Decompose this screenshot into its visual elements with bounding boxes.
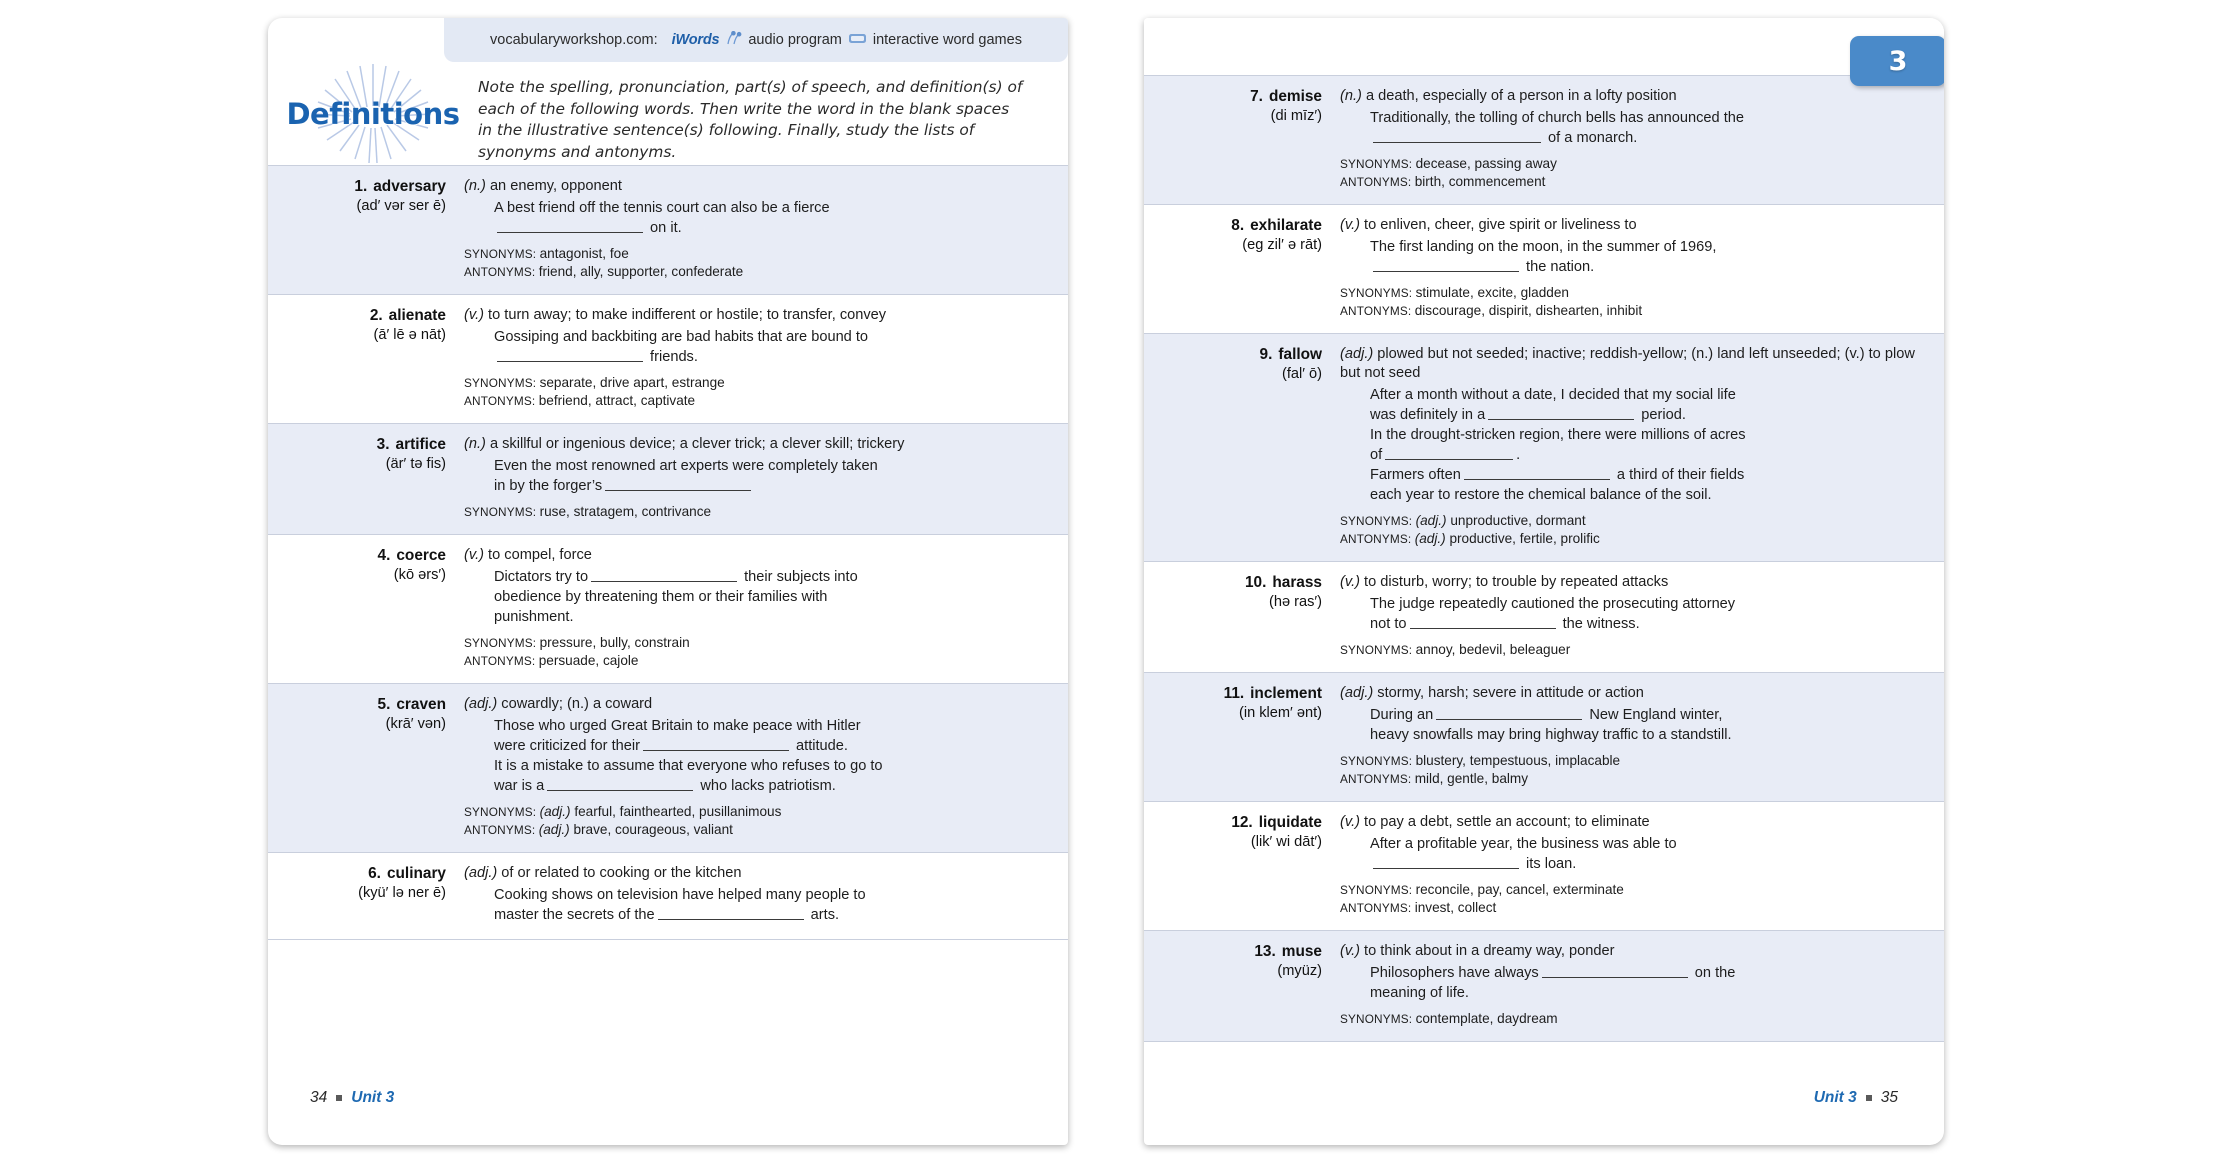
sentence-line: In the drought-stricken region, there were millions of acres: [1370, 427, 1746, 443]
synonym-antonym-block: [464, 634, 1042, 670]
entry-heading: [268, 695, 464, 839]
entry-definition: (v.) to think about in a dreamy way, ponder: [1340, 943, 1615, 960]
sentence-line: was definitely in a period.: [1370, 407, 1686, 424]
synonyms: SYNONYMS: decease, passing away: [1340, 155, 1557, 171]
entry-pronunciation: (ā′ lē ə nāt): [373, 327, 446, 344]
sentence-line: The first landing on the moon, in the summer of 1969,: [1370, 239, 1717, 256]
part-of-speech: (v.): [464, 547, 484, 564]
entry-heading: [1144, 813, 1340, 917]
entry-number: 10.: [1244, 574, 1267, 592]
sentence-line: heavy snowfalls may bring highway traffic to a standstill.: [1370, 726, 1732, 743]
part-of-speech: (adj.): [538, 822, 570, 838]
vocab-entry: [268, 535, 1068, 684]
entry-body: [464, 306, 1042, 410]
antonyms: ANTONYMS: (adj.) productive, fertile, prolific: [1340, 530, 1600, 546]
part-of-speech: (adj.): [1414, 530, 1446, 546]
synonyms: SYNONYMS: blustery, tempestuous, implacable: [1340, 752, 1621, 768]
fill-in-blank[interactable]: [1385, 446, 1513, 460]
page-title: Definitions: [286, 97, 460, 131]
antonyms-label: ANTONYMS:: [1340, 174, 1415, 189]
entry-definition: (v.) to pay a debt, settle an account; to eliminate: [1340, 814, 1650, 831]
fill-in-blank[interactable]: [1373, 855, 1519, 869]
vocab-entry: [268, 684, 1068, 853]
fill-in-blank[interactable]: [1542, 964, 1688, 978]
part-of-speech: (adj.): [1340, 685, 1374, 702]
sentence-line: not to the witness.: [1370, 615, 1640, 632]
part-of-speech: (v.): [1340, 574, 1360, 591]
example-sentences: [464, 199, 1042, 238]
entry-body: [1340, 942, 1918, 1028]
entry-word: harass: [1272, 574, 1322, 592]
part-of-speech: (v.): [1340, 217, 1360, 234]
sentence-line: Traditionally, the tolling of church bells has announced the: [1370, 109, 1744, 126]
entry-number: 4.: [377, 547, 391, 565]
entry-pronunciation: (hə ras′): [1268, 594, 1322, 611]
synonyms-label: SYNONYMS:: [464, 804, 540, 819]
entry-word: muse: [1281, 943, 1322, 961]
interactive-games-label: interactive word games: [872, 32, 1022, 48]
instructions-text: Note the spelling, pronunciation, part(s) of speech, and definition(s) of each of the following words. Then write the word in the blank spaces in the illustrative sentence(s) following. Finally, study the lists of synonyms and antonyms.: [478, 78, 1023, 161]
fill-in-blank[interactable]: [1488, 406, 1634, 420]
unit-tab-number: 3: [1888, 45, 1908, 77]
fill-in-blank[interactable]: [591, 568, 737, 582]
entry-body: [1340, 87, 1918, 191]
part-of-speech: (adj.): [464, 696, 498, 713]
synonyms-label: SYNONYMS:: [464, 635, 540, 650]
antonyms: ANTONYMS: befriend, attract, captivate: [464, 393, 696, 409]
synonyms: SYNONYMS: antagonist, foe: [464, 245, 629, 261]
part-of-speech: (v.): [1340, 814, 1360, 831]
vocab-entry: [1144, 76, 1944, 205]
vocab-entry: [268, 166, 1068, 295]
sentence-line: punishment.: [494, 609, 574, 626]
entry-heading: [1144, 684, 1340, 788]
entry-body: [464, 177, 1042, 281]
entry-body: [464, 435, 1042, 521]
entry-word: coerce: [396, 547, 446, 565]
entry-word: culinary: [386, 865, 446, 883]
definitions-logo: [268, 62, 478, 166]
sentence-line: Gossiping and backbiting are bad habits that are bound to: [494, 329, 869, 346]
entry-heading: [1144, 573, 1340, 659]
entry-definition: (adj.) cowardly; (n.) a coward: [464, 696, 653, 713]
entry-word: craven: [396, 696, 446, 714]
entry-body: [464, 864, 1042, 926]
entry-word: adversary: [373, 178, 446, 195]
entry-definition: (n.) an enemy, opponent: [464, 178, 622, 194]
part-of-speech: (adj.): [464, 865, 498, 882]
part-of-speech: (n.): [464, 178, 486, 194]
entry-number: 7.: [1250, 88, 1263, 105]
fill-in-blank[interactable]: [1373, 258, 1519, 272]
synonym-antonym-block: [464, 803, 1042, 839]
square-bullet-icon: [336, 1095, 342, 1101]
entry-word: exhilarate: [1250, 217, 1322, 235]
page-number: 34: [310, 1089, 328, 1106]
vocab-entry: [1144, 802, 1944, 931]
example-sentences: [464, 568, 1042, 627]
synonym-antonym-block: [1340, 284, 1918, 320]
fill-in-blank[interactable]: [1410, 615, 1556, 629]
entry-word: liquidate: [1258, 814, 1322, 832]
entry-pronunciation: (myüz): [1277, 963, 1322, 980]
vocab-entry: [1144, 562, 1944, 673]
part-of-speech: (n.): [1340, 88, 1362, 104]
fill-in-blank[interactable]: [1373, 129, 1541, 143]
synonym-antonym-block: [1340, 512, 1918, 548]
entry-body: [1340, 573, 1918, 659]
synonym-antonym-block: [1340, 1010, 1918, 1028]
entry-definition: (adj.) stormy, harsh; severe in attitude or action: [1340, 685, 1644, 702]
synonyms: SYNONYMS: (adj.) fearful, fainthearted, pusillanimous: [464, 803, 782, 819]
sentence-line: After a month without a date, I decided that my social life: [1370, 387, 1736, 404]
synonyms: SYNONYMS: pressure, bully, constrain: [464, 634, 690, 650]
antonyms-label: ANTONYMS:: [1340, 772, 1415, 786]
sentence-line: friends.: [464, 348, 1042, 367]
square-bullet-icon: [1866, 1095, 1872, 1101]
earbuds-icon: [725, 31, 742, 50]
synonym-antonym-block: [464, 245, 1042, 281]
synonym-antonym-block: [464, 374, 1042, 410]
entry-word: fallow: [1278, 346, 1322, 364]
sentence-line: on it.: [464, 219, 1042, 238]
entry-number: 13.: [1254, 943, 1276, 961]
entry-word: alienate: [388, 307, 446, 325]
example-sentences: [1340, 835, 1918, 874]
sentence-line: It is a mistake to assume that everyone who refuses to go to: [494, 758, 883, 775]
entry-pronunciation: (fal′ ō): [1281, 366, 1322, 383]
synonyms: SYNONYMS: reconcile, pay, cancel, exterminate: [1340, 881, 1624, 897]
promo-site-label[interactable]: vocabularyworkshop.com:: [490, 32, 658, 48]
synonyms: SYNONYMS: stimulate, excite, gladden: [1340, 284, 1569, 300]
antonyms: ANTONYMS: invest, collect: [1340, 900, 1497, 916]
antonyms-label: ANTONYMS:: [1340, 531, 1415, 546]
example-sentences: [1340, 706, 1918, 745]
entry-word: demise: [1268, 88, 1322, 105]
sentence-line: Dictators try to their subjects into: [494, 569, 858, 586]
vocab-entry: [268, 853, 1068, 940]
entry-definition: (adj.) plowed but not seeded; inactive; reddish-yellow; (n.) land left unseeded; (v.) to plow but not seed: [1340, 346, 1915, 382]
fill-in-blank[interactable]: [497, 348, 643, 362]
entry-definition: (v.) to compel, force: [464, 547, 592, 564]
entry-pronunciation: (in klem′ ənt): [1238, 705, 1322, 722]
synonym-antonym-block: [1340, 641, 1918, 659]
sentence-line: master the secrets of the arts.: [494, 907, 840, 924]
vocab-entry: [268, 295, 1068, 424]
entries-list-left: [268, 166, 1068, 940]
sentence-line: Cooking shows on television have helped many people to: [494, 887, 866, 904]
sentence-line: The judge repeatedly cautioned the prosecuting attorney: [1370, 596, 1736, 612]
entry-pronunciation: (krā′ vən): [385, 716, 446, 733]
entry-definition: (adj.) of or related to cooking or the kitchen: [464, 865, 742, 882]
fill-in-blank[interactable]: [658, 906, 804, 920]
entry-heading: [1144, 216, 1340, 320]
sentence-line: After a profitable year, the business was able to: [1370, 836, 1677, 853]
sentence-line: its loan.: [1340, 855, 1918, 874]
sentence-line: in by the forger’s: [464, 477, 1042, 496]
synonyms-label: SYNONYMS:: [1340, 156, 1416, 171]
entry-definition: (v.) to turn away; to make indifferent or hostile; to transfer, convey: [464, 307, 887, 324]
fill-in-blank[interactable]: [605, 477, 751, 491]
entry-number: 2.: [369, 307, 383, 325]
entry-number: 8.: [1231, 217, 1245, 235]
entry-body: [1340, 684, 1918, 788]
definitions-header: [268, 62, 1068, 166]
entry-definition: (n.) a death, especially of a person in a lofty position: [1340, 88, 1677, 104]
example-sentences: [1340, 109, 1918, 148]
entry-number: 9.: [1259, 346, 1273, 364]
unit-tab[interactable]: [1850, 36, 1944, 86]
entry-heading: [1144, 345, 1340, 548]
synonyms-label: SYNONYMS:: [1340, 513, 1416, 528]
sentence-line: Philosophers have always on the: [1370, 965, 1736, 982]
part-of-speech: (adj.): [539, 803, 571, 819]
left-page-footer: [310, 1089, 394, 1107]
synonyms-label: SYNONYMS:: [1340, 882, 1416, 897]
example-sentences: [1340, 595, 1918, 634]
vocab-entry: [1144, 931, 1944, 1042]
fill-in-blank[interactable]: [1464, 466, 1610, 480]
example-sentences: [464, 457, 1042, 496]
antonyms-label: ANTONYMS:: [1340, 901, 1415, 916]
entry-number: 3.: [376, 436, 390, 454]
entry-pronunciation: (kō ərs′): [393, 567, 446, 584]
entry-pronunciation: (kyü′ lə ner ē): [358, 885, 446, 902]
synonyms: SYNONYMS: separate, drive apart, estrange: [464, 374, 725, 390]
entry-number: 1.: [354, 178, 368, 195]
sentence-line: Those who urged Great Britain to make peace with Hitler: [494, 718, 861, 735]
synonyms-label: SYNONYMS:: [1340, 753, 1416, 768]
sentence-line: Farmers often a third of their fields: [1370, 466, 1745, 483]
vocab-entry: [1144, 673, 1944, 802]
entry-body: [1340, 216, 1918, 320]
synonyms-label: SYNONYMS:: [1340, 285, 1416, 300]
synonym-antonym-block: [1340, 881, 1918, 917]
sentence-line: each year to restore the chemical balance of the soil.: [1370, 486, 1712, 503]
sentence-line: meaning of life.: [1370, 985, 1469, 1002]
synonym-antonym-block: [1340, 155, 1918, 191]
sentence-line: obedience by threatening them or their families with: [494, 589, 828, 606]
entry-number: 6.: [368, 865, 381, 883]
sentence-line: of a monarch.: [1340, 129, 1918, 148]
game-controller-icon: [848, 31, 867, 49]
left-page: [268, 18, 1068, 1145]
entry-pronunciation: (lik′ wi dāt′): [1250, 834, 1322, 851]
sentence-line: war is a who lacks patriotism.: [494, 778, 836, 795]
antonyms: ANTONYMS: discourage, dispirit, dishearten, inhibit: [1340, 303, 1643, 319]
audio-program-label: audio program: [748, 32, 842, 48]
fill-in-blank[interactable]: [497, 219, 643, 233]
sentence-line: Even the most renowned art experts were completely taken: [494, 458, 878, 475]
antonyms-label: ANTONYMS:: [1340, 304, 1415, 319]
example-sentences: [464, 717, 1042, 796]
synonyms-label: SYNONYMS:: [1340, 642, 1416, 657]
synonyms-label: SYNONYMS:: [464, 505, 540, 520]
antonyms: ANTONYMS: friend, ally, supporter, confederate: [464, 263, 744, 279]
antonyms-label: ANTONYMS:: [464, 823, 539, 838]
entry-heading: [268, 435, 464, 521]
entry-definition: (v.) to disturb, worry; to trouble by repeated attacks: [1340, 574, 1669, 591]
entry-pronunciation: (di mīz′): [1270, 108, 1322, 124]
synonyms: SYNONYMS: annoy, bedevil, beleaguer: [1340, 641, 1571, 657]
entry-body: [464, 546, 1042, 670]
synonyms: SYNONYMS: contemplate, daydream: [1340, 1011, 1558, 1027]
example-sentences: [1340, 964, 1918, 1003]
sentence-line: A best friend off the tennis court can also be a fierce: [494, 199, 830, 216]
entry-heading: [268, 306, 464, 410]
fill-in-blank[interactable]: [547, 777, 693, 791]
page-number: 35: [1880, 1089, 1898, 1106]
entry-definition: (v.) to enliven, cheer, give spirit or liveliness to: [1340, 217, 1637, 234]
promo-banner: [444, 18, 1068, 62]
antonyms: ANTONYMS: birth, commencement: [1340, 173, 1546, 189]
entry-pronunciation: (eg zil′ ə rāt): [1242, 237, 1322, 254]
entry-number: 11.: [1223, 685, 1245, 703]
entry-heading: [268, 864, 464, 926]
vocab-entry: [1144, 334, 1944, 562]
example-sentences: [464, 886, 1042, 925]
entry-heading: [1144, 87, 1340, 191]
antonyms: ANTONYMS: persuade, cajole: [464, 653, 639, 669]
entries-list-right: [1144, 76, 1944, 1042]
synonyms-label: SYNONYMS:: [1340, 1012, 1416, 1027]
sentence-line: During an New England winter,: [1370, 706, 1723, 723]
synonym-antonym-block: [1340, 752, 1918, 788]
part-of-speech: (adj.): [1415, 512, 1447, 528]
synonyms: SYNONYMS: (adj.) unproductive, dormant: [1340, 512, 1586, 528]
synonyms-label: SYNONYMS:: [464, 246, 540, 261]
part-of-speech: (v.): [1340, 943, 1360, 960]
entry-definition: (n.) a skillful or ingenious device; a clever trick; a clever skill; trickery: [464, 436, 905, 453]
vocab-entry: [268, 424, 1068, 535]
synonyms: SYNONYMS: ruse, stratagem, contrivance: [464, 504, 712, 520]
entry-heading: [268, 546, 464, 670]
vocab-entry: [1144, 205, 1944, 334]
unit-label: Unit 3: [351, 1089, 395, 1106]
entry-word: artifice: [395, 436, 446, 454]
sentence-line: the nation.: [1340, 258, 1918, 277]
part-of-speech: (v.): [464, 307, 484, 324]
entry-heading: [268, 177, 464, 281]
unit-label: Unit 3: [1813, 1089, 1857, 1106]
part-of-speech: (adj.): [1340, 346, 1374, 363]
entry-number: 12.: [1231, 814, 1253, 832]
part-of-speech: (n.): [464, 436, 486, 453]
entry-pronunciation: (är′ tə fis): [385, 456, 446, 473]
antonyms-label: ANTONYMS:: [464, 394, 539, 409]
entry-pronunciation: (ad′ vər ser ē): [356, 198, 446, 214]
entry-number: 5.: [377, 696, 391, 714]
right-page-footer: [1814, 1089, 1898, 1107]
fill-in-blank[interactable]: [1436, 706, 1582, 720]
right-page-top-margin: [1144, 18, 1944, 76]
example-sentences: [1340, 238, 1918, 277]
entry-body: [1340, 813, 1918, 917]
fill-in-blank[interactable]: [643, 737, 789, 751]
sentence-line: of .: [1370, 446, 1521, 463]
antonyms: ANTONYMS: (adj.) brave, courageous, valiant: [464, 822, 733, 838]
entry-body: [1340, 345, 1918, 548]
synonym-antonym-block: [464, 503, 1042, 521]
right-page: [1144, 18, 1944, 1145]
example-sentences: [464, 328, 1042, 367]
entry-word: inclement: [1250, 685, 1322, 703]
iwords-label[interactable]: iWords: [671, 32, 720, 48]
sentence-line: were criticized for their attitude.: [494, 738, 848, 755]
example-sentences: [1340, 386, 1918, 505]
entry-heading: [1144, 942, 1340, 1028]
synonyms-label: SYNONYMS:: [464, 375, 540, 390]
antonyms-label: ANTONYMS:: [464, 654, 539, 669]
entry-body: [464, 695, 1042, 839]
antonyms: ANTONYMS: mild, gentle, balmy: [1340, 771, 1529, 786]
antonyms-label: ANTONYMS:: [464, 264, 539, 279]
